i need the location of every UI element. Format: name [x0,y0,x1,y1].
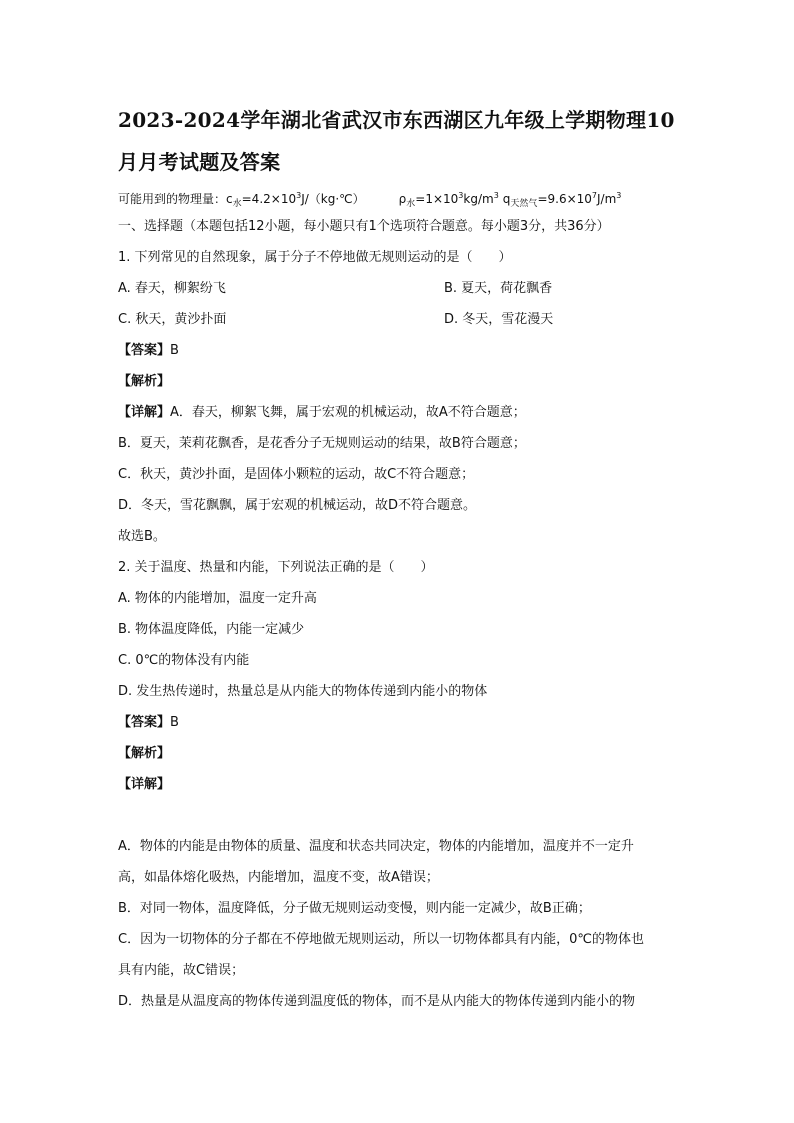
q-value: =9.6×10 [537,192,592,206]
c-value: =4.2×10 [241,192,297,206]
rho-subscript: 水 [406,199,416,209]
q2-detail-b: B．对同一物体，温度降低，分子做无规则运动变慢，则内能一定减少，故B正确； [118,901,591,916]
q1-analysis-label: 【解析】 [118,374,171,389]
physical-constants [118,187,621,213]
q1-option-b: B. 夏天，荷花飘香 [444,281,553,296]
rho-unit-exponent: 3 [493,191,499,200]
q-unit: J/m [597,192,617,206]
q1-detail-a-text: A．春天，柳絮飞舞，属于宏观的机械运动，故A不符合题意； [170,405,526,420]
q-subscript: 天然气 [510,199,538,209]
q-unit-exponent: 3 [616,191,622,200]
section1-heading: 一、选择题（本题包括12小题，每小题只有1个选项符合题意。每小题3分，共36分） [118,219,610,234]
q1-stem: 1. 下列常见的自然现象，属于分子不停地做无规则运动的是（ ） [118,250,512,265]
q1-option-c: C. 秋天，黄沙扑面 [118,312,227,327]
q2-option-a: A. 物体的内能增加，温度一定升高 [118,591,317,606]
q-symbol: q [502,192,511,206]
rho-exponent: 3 [458,191,464,200]
q1-option-d: D. 冬天，雪花漫天 [444,312,554,327]
q2-detail-label: 【详解】 [118,777,171,792]
constants-label: 可能用到的物理量：c [118,192,233,206]
q2-option-c: C. 0℃的物体没有内能 [118,653,250,668]
q2-option-b: B. 物体温度降低，内能一定减少 [118,622,305,637]
rho-symbol: ρ [398,192,407,206]
q1-detail-label: 【详解】 [118,405,171,420]
q2-answer [118,714,179,732]
q2-answer-label: 【答案】 [118,715,171,730]
rho-unit: kg/m [463,192,494,206]
q1-detail-a [118,404,526,422]
q1-option-a: A. 春天，柳絮纷飞 [118,281,226,296]
q1-answer-label: 【答案】 [118,343,171,358]
q2-analysis-label: 【解析】 [118,746,171,761]
document-title-line1: 2023-2024学年湖北省武汉市东西湖区九年级上学期物理10 [118,108,675,132]
q2-detail-c-line1: C．因为一切物体的分子都在不停地做无规则运动，所以一切物体都具有内能，0℃的物体也 [118,932,644,947]
q1-answer-value: B [170,343,179,358]
q1-detail-c: C．秋天，黄沙扑面，是固体小颗粒的运动，故C不符合题意； [118,467,475,482]
q1-conclusion: 故选B。 [118,529,166,544]
c-exponent: 3 [296,191,302,200]
document-title-line2: 月月考试题及答案 [118,150,281,174]
q2-detail-a-line2: 高，如晶体熔化吸热，内能增加，温度不变，故A错误； [118,870,439,885]
q-exponent: 7 [591,191,597,200]
q1-detail-d: D．冬天，雪花飘飘，属于宏观的机械运动，故D不符合题意。 [118,498,477,513]
q2-detail-d-line1: D．热量是从温度高的物体传递到温度低的物体，而不是从内能大的物体传递到内能小的物 [118,994,636,1009]
q2-detail-a-line1: A．物体的内能是由物体的质量、温度和状态共同决定，物体的内能增加，温度并不一定升 [118,839,634,854]
c-water-subscript: 水 [232,199,242,209]
q2-option-d: D. 发生热传递时，热量总是从内能大的物体传递到内能小的物体 [118,684,488,699]
rho-value: =1×10 [415,192,459,206]
q2-answer-value: B [170,715,179,730]
q2-detail-c-line2: 具有内能，故C错误； [118,963,245,978]
q1-detail-b: B．夏天，茉莉花飘香，是花香分子无规则运动的结果，故B符合题意； [118,436,526,451]
q2-stem: 2. 关于温度、热量和内能，下列说法正确的是（ ） [118,560,434,575]
q1-answer [118,342,179,360]
c-unit: J/（kg·℃） [301,192,365,206]
